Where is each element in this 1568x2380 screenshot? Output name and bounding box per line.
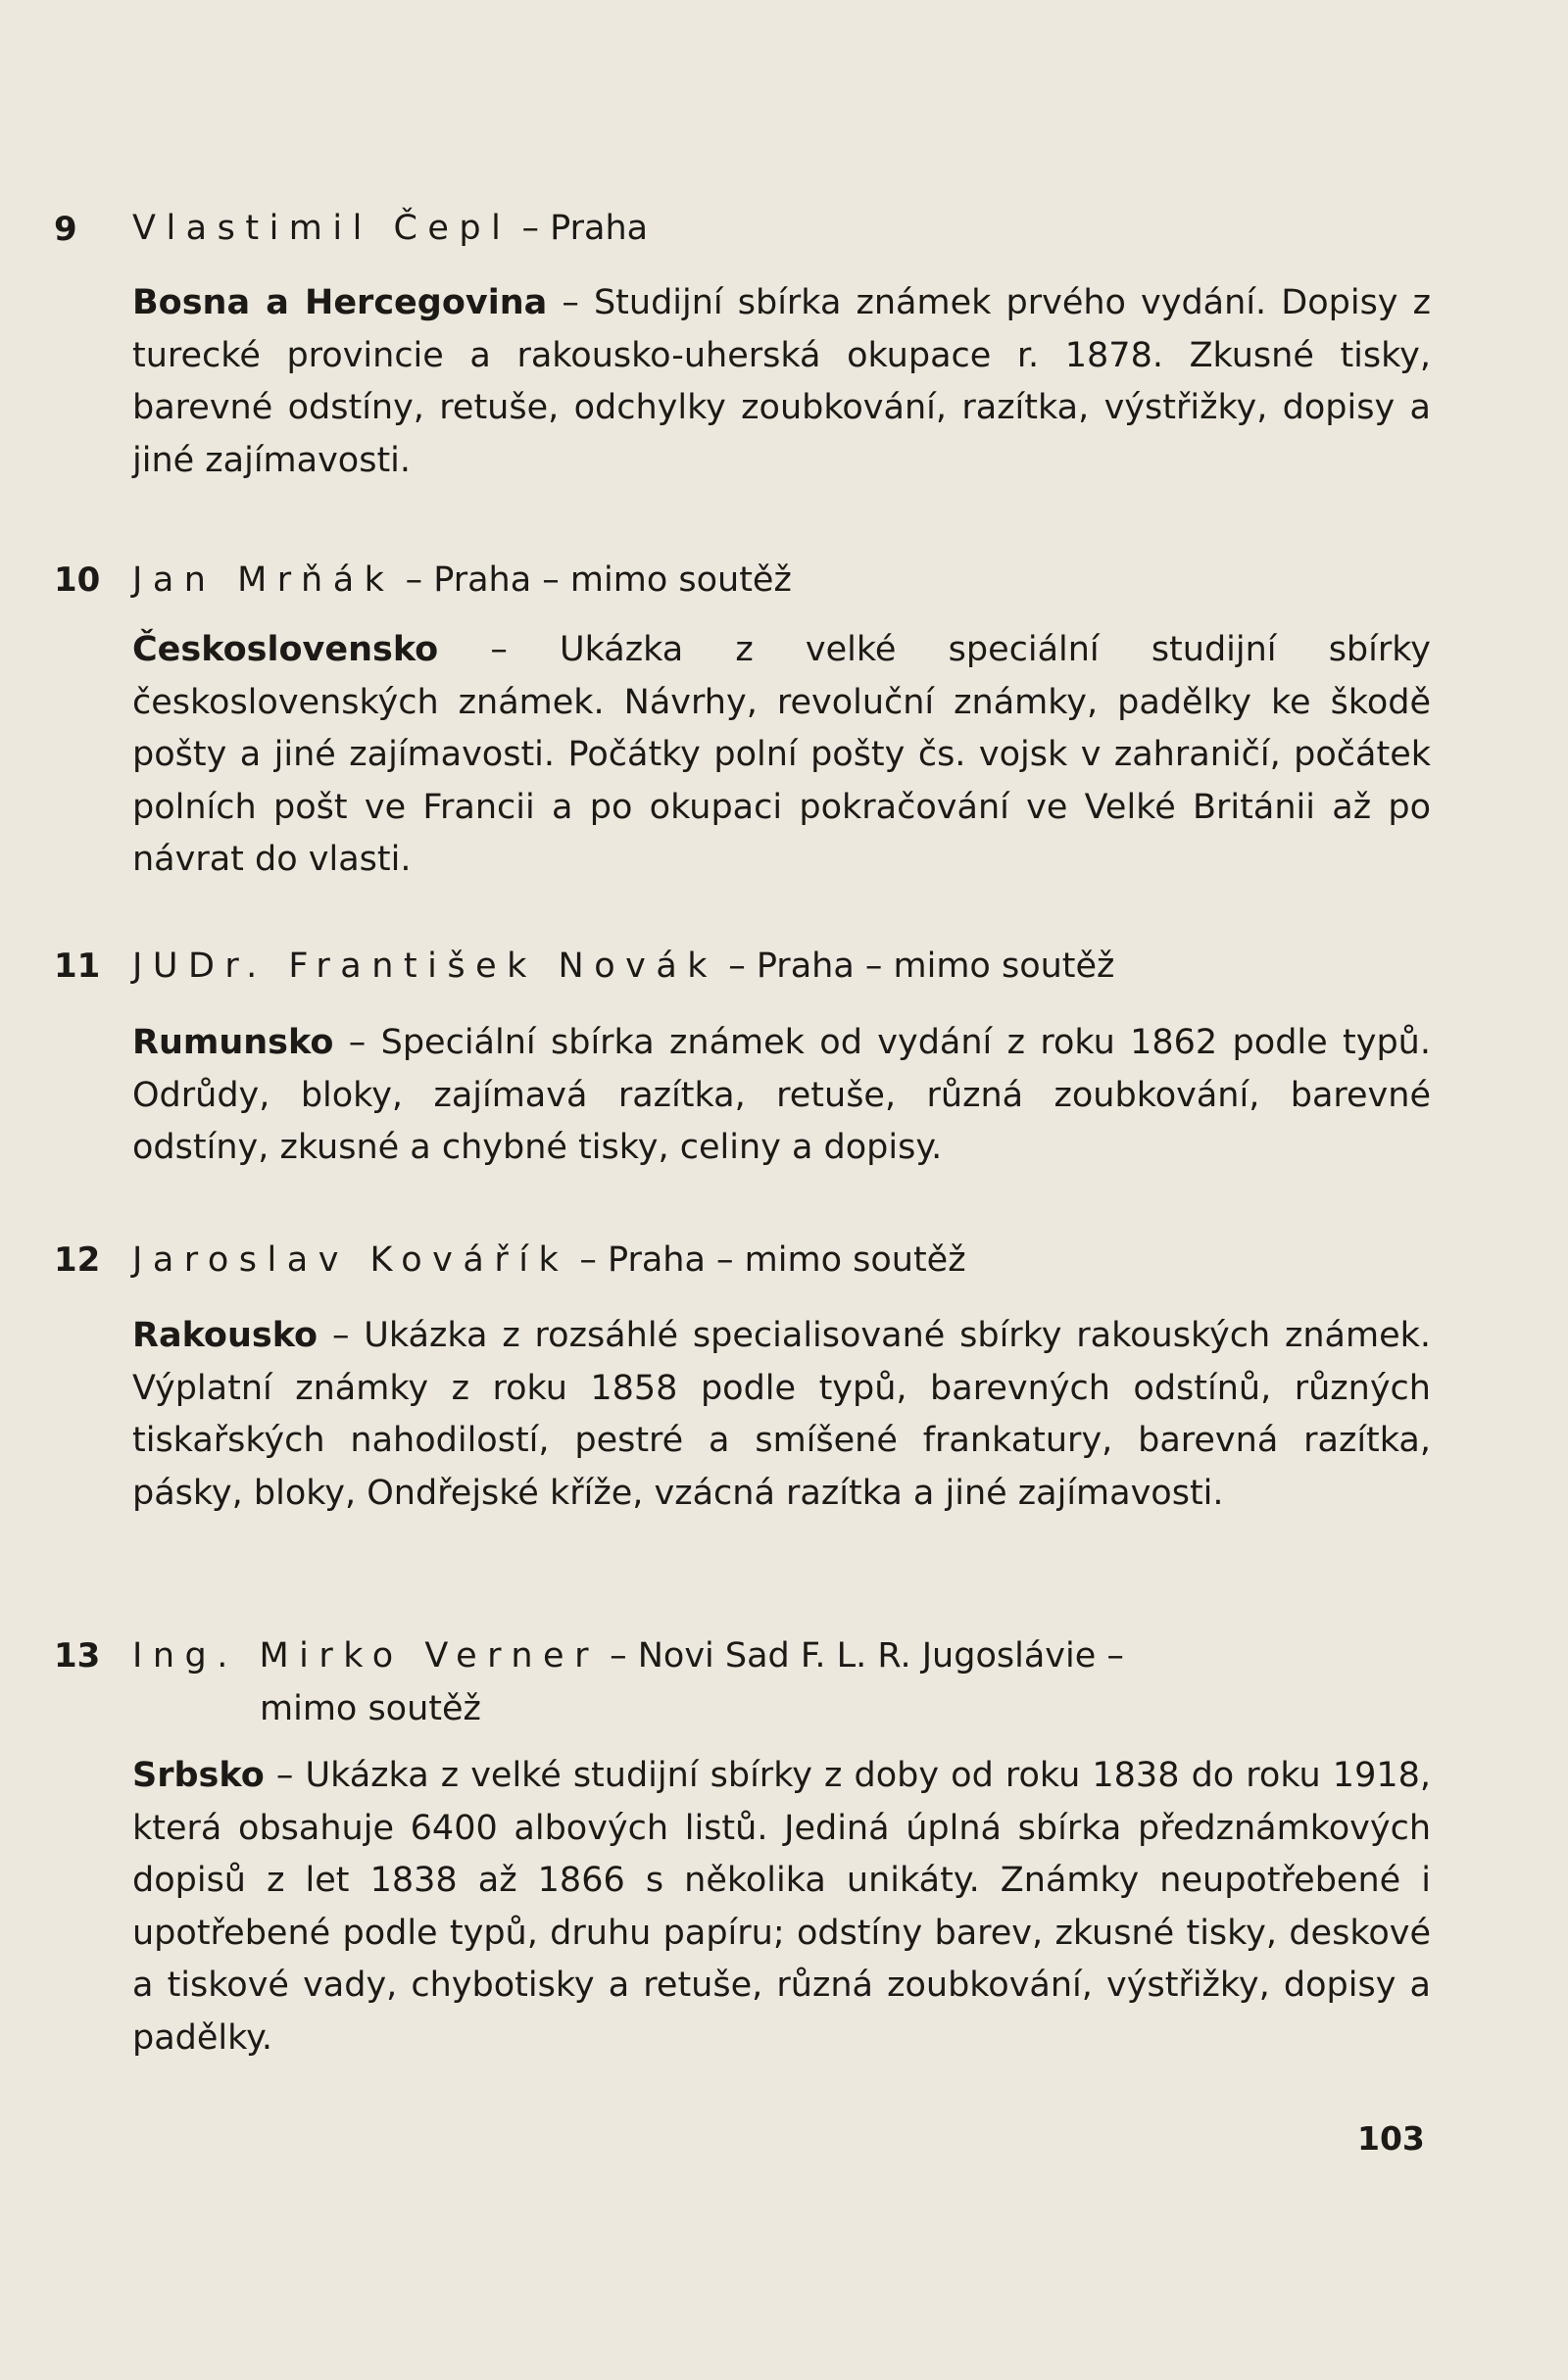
collection-topic: Srbsko <box>132 1756 265 1795</box>
exhibitor-location: – Praha <box>511 209 649 248</box>
entry-description <box>132 1750 1431 2064</box>
collection-topic: Bosna a Hercegovina <box>132 283 548 322</box>
entry-number: 13 <box>54 1636 101 1676</box>
entry-description <box>132 624 1431 887</box>
exhibitor-location: – Praha – mimo soutěž <box>568 1240 966 1280</box>
collection-topic: Rumunsko <box>132 1023 334 1062</box>
collection-text: – Ukázka z rozsáhlé specialisované sbírky rakouských známek. Výplatní známky z roku 1858 podle typů, barevných odstínů, různých tiskařských nahodilostí, pestré a smíšené frankatury, barevná razítka, pásky, bloky, Ondřejské kříže, vzácná razítka a jiné zajímavosti. <box>132 1316 1431 1513</box>
exhibitor-name: JUDr. František Novák <box>132 947 718 986</box>
collection-topic: Rakousko <box>132 1316 318 1355</box>
entry-description <box>132 277 1431 487</box>
exhibitor-line <box>132 203 648 254</box>
exhibitor-location: – Praha – mimo soutěž <box>717 947 1115 986</box>
entry-number: 11 <box>54 947 101 986</box>
collection-text: – Studijní sbírka známek prvého vydání. Dopisy z turecké provincie a rakousko-uherská okupace r. 1878. Zkusné tisky, barevné odstíny, retuše, odchylky zoubkování, razítka, výstřižky, dopisy a jiné zajímavosti. <box>132 283 1431 480</box>
collection-text: – Ukázka z velké speciální studijní sbírky československých známek. Návrhy, revoluční známky, padělky ke škodě pošty a jiné zajímavosti. Počátky polní pošty čs. vojsk v zahraničí, počátek polních pošt ve Francii a po okupaci pokračování ve Velké Británii až po návrat do vlasti. <box>132 630 1431 879</box>
collection-topic: Československo <box>132 630 439 669</box>
entry-description <box>132 1017 1431 1175</box>
collection-text: – Ukázka z velké studijní sbírky z doby od roku 1838 do roku 1918, která obsahuje 6400 albových listů. Jediná úplná sbírka předznámkových dopisů z let 1838 až 1866 s několika unikáty. Známky neupotřebené i upotřebené podle typů, druhu papíru; odstíny barev, zkusné tisky, deskové a tiskové vady, chybotisky a retuše, různá zoubkování, výstřižky, dopisy a padělky. <box>132 1756 1431 2058</box>
exhibitor-location: – Novi Sad F. L. R. Jugoslávie – <box>598 1636 1124 1676</box>
exhibitor-name: Ing. Mirko Verner <box>132 1636 599 1676</box>
exhibitor-line <box>132 1235 966 1286</box>
exhibitor-name: Vlastimil Čepl <box>132 209 512 248</box>
exhibitor-location-continued: mimo soutěž <box>260 1689 481 1728</box>
page-number: 103 <box>1357 2119 1425 2158</box>
entry-number: 10 <box>54 560 101 600</box>
exhibitor-line <box>132 555 792 606</box>
collection-text: – Speciální sbírka známek od vydání z roku 1862 podle typů. Odrůdy, bloky, zajímavá razítka, retuše, různá zoubkování, barevné odstíny, zkusné a chybné tisky, celiny a dopisy. <box>132 1023 1431 1167</box>
exhibitor-name: Jan Mrňák <box>132 560 395 600</box>
exhibitor-line <box>132 1630 1124 1681</box>
exhibitor-name: Jaroslav Kovářík <box>132 1240 569 1280</box>
exhibitor-line <box>132 941 1114 992</box>
entry-description <box>132 1310 1431 1520</box>
entry-number: 12 <box>54 1240 101 1280</box>
exhibitor-location: – Praha – mimo soutěž <box>394 560 792 600</box>
entry-number: 9 <box>54 210 77 249</box>
